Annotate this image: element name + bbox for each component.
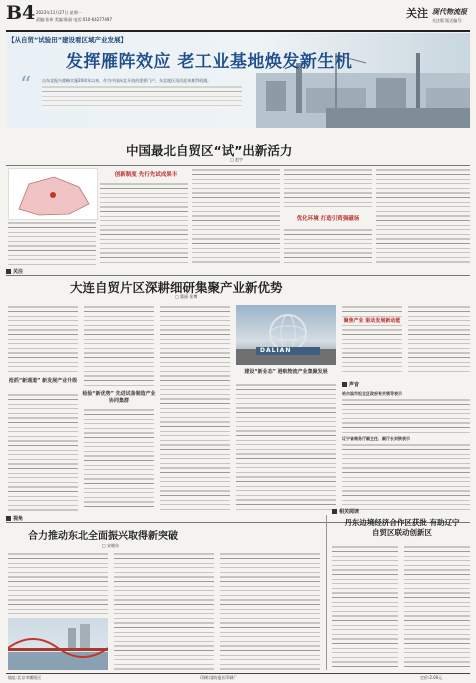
section3-byline: □ 宋晓东	[102, 543, 120, 548]
section2-col3	[160, 305, 230, 511]
section2-col2a	[84, 305, 154, 387]
section2-subhead-2: 检验“新优势” 先进试备制造产业协同集群	[82, 391, 156, 404]
section2-col4	[236, 383, 336, 511]
footer-printing: 印刷:国防报社印刷厂	[200, 675, 238, 680]
section3-col3	[220, 552, 320, 670]
paper-logo: 现代物流报	[432, 8, 467, 16]
banner-intro-lines	[42, 85, 242, 109]
section1-map	[8, 168, 98, 220]
related-col-b	[404, 545, 470, 670]
related-tag-label: 相关阅读	[339, 509, 360, 515]
footer-rule	[6, 673, 470, 674]
date-line: 2023年11月27日 星期一	[36, 10, 82, 15]
banner	[6, 33, 470, 128]
section3-col2	[114, 552, 214, 670]
view-square-icon	[6, 516, 11, 521]
section1-col3	[192, 168, 280, 265]
related-tag	[332, 508, 359, 515]
section2-tag	[6, 268, 23, 275]
related-col-a	[332, 545, 398, 670]
section3-tag	[6, 515, 23, 522]
section1-byline: □ 赵宇	[230, 157, 244, 162]
page-code: 关注版 版式编号:	[432, 18, 463, 23]
photo-caption: DALIAN	[260, 347, 292, 354]
editor-line: 责编:张伟 美编:陈丽 电话:010-64277497	[36, 17, 113, 22]
section3-headline: 合力推动东北全面振兴取得新突破	[28, 531, 178, 542]
voice-tag	[342, 381, 359, 388]
section2-col1a	[8, 305, 78, 375]
section2-byline: □ 董丽 张博	[175, 294, 198, 299]
section2-sidebar	[342, 305, 470, 515]
section1-headline: 中国最北自贸区“试”出新活力	[126, 143, 293, 158]
section3-divider	[326, 515, 327, 670]
bridge-photo	[8, 618, 108, 670]
banner-tag: 【从自贸“试验田”建设看区域产业发展】	[8, 36, 128, 44]
section2-top-rule	[6, 275, 470, 276]
section1-subhead-2: 优化环境 打造引资强磁场	[296, 216, 360, 222]
section2-subhead-3: 建设“新业态” 港航物流产业集聚发展	[244, 369, 328, 375]
page-number: B4	[6, 2, 36, 24]
section1-col2	[100, 182, 188, 265]
section2-tag-label: 关注	[13, 269, 24, 275]
section2-headline: 大连自贸片区深耕细研集聚产业新优势	[70, 280, 283, 295]
section1-col4b	[284, 228, 372, 265]
voice-item-1: 哈尔滨市松北区政府有关领导表示	[342, 391, 402, 396]
section1-subhead-1: 创新制度 先行先试成果丰	[114, 172, 178, 178]
related-headline: 丹东边境经济合作区获批 有助辽宁自贸区联动创新区	[344, 518, 460, 537]
section1-col5	[376, 168, 470, 265]
section2-subhead-1: 抢抓“新通道” 新发展产业升级	[8, 378, 78, 384]
section1-top-rule	[6, 165, 470, 166]
map-illustration	[9, 169, 97, 219]
footer-address: 地址:北京市朝阳区	[8, 675, 42, 680]
sidebar-col-a	[342, 305, 402, 375]
section3-tag-label: 视角	[13, 516, 24, 522]
masthead-rule	[6, 30, 470, 32]
section2-subhead-4: 聚焦产业 驱动发展新动能	[343, 318, 401, 324]
section1-col1	[8, 221, 96, 265]
section2-col2b	[84, 408, 154, 511]
voice-text-1	[342, 398, 470, 433]
related-square-icon	[332, 509, 337, 514]
banner-headline: 发挥雁阵效应 老工业基地焕发新生机	[66, 52, 353, 72]
section1-col4a	[284, 168, 372, 210]
section3-col1a	[8, 552, 108, 616]
section2-col1b	[8, 393, 78, 511]
section3-photo	[8, 618, 108, 670]
voice-tag-label: 声音	[349, 382, 360, 388]
voice-text-2	[342, 443, 470, 513]
voice-square-icon	[342, 382, 347, 387]
voice-item-2: 辽宁省商务厅副主任、副厅长刘铁表示	[342, 436, 410, 441]
masthead	[6, 4, 470, 28]
tag-square-icon	[6, 269, 11, 274]
section-title: 关注	[406, 7, 428, 20]
banner-quote-icon: “	[20, 73, 32, 98]
section2-photo	[236, 305, 336, 365]
banner-intro: 自东北振兴战略实施20周年以来，作为中国向北开放的重要门户，东北地区再次迎来难得机遇。	[42, 78, 212, 83]
footer-price: 定价:2.00元	[420, 675, 443, 680]
globe-sculpture-photo	[236, 305, 336, 365]
sidebar-col-b	[408, 305, 470, 375]
